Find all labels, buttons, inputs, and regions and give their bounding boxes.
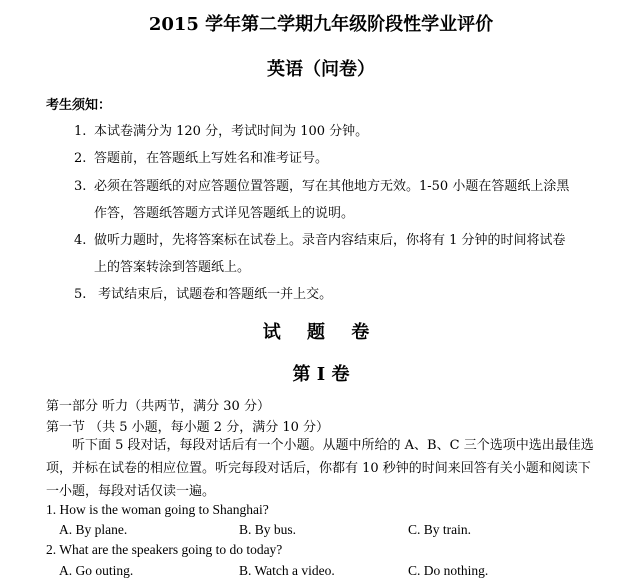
- listening-instructions: 听下面 5 段对话，每段对话后有一个小题。从题中所给的 A、B、C 三个选项中选出最佳选项，并标在试卷的相应位置。听完每段对话后，你都有 10 秒钟的时间来回答有关小题和阅读下一小题，每段对话仅读一遍。: [46, 438, 594, 499]
- question-1-option-b: B. By bus.: [239, 522, 297, 537]
- notice-item-3-continued: 作答，答题纸答题方式详见答题纸上的说明。: [94, 206, 355, 221]
- exam-title: 2015 学年第二学期九年级阶段性学业评价: [148, 14, 494, 35]
- question-1-option-c: C. By train.: [408, 522, 471, 537]
- notice-item-2: [74, 147, 328, 166]
- notice-item-text: 本试卷满分为 120 分，考试时间为 100 分钟。: [94, 124, 369, 139]
- notice-item-number: 1.: [74, 124, 87, 139]
- notice-item-text: 必须在答题纸的对应答题位置答题，写在其他地方无效。1-50 小题在答题纸上涂黑: [94, 179, 570, 194]
- section-title: 试 题 卷: [262, 322, 380, 343]
- question-2-option-c: C. Do nothing.: [408, 563, 489, 578]
- notice-item-number: 5.: [74, 287, 87, 302]
- listening-section-heading: 第一节 （共 5 小题，每小题 2 分，满分 10 分）: [46, 420, 330, 435]
- listening-part-heading: 第一部分 听力（共两节，满分 30 分）: [46, 399, 270, 414]
- notice-item-number: 3.: [74, 179, 87, 194]
- notice-item-5: [74, 283, 332, 302]
- notice-item-number: 2.: [74, 151, 87, 166]
- notice-item-text: 考试结束后，试题卷和答题纸一并上交。: [94, 287, 333, 302]
- notice-item-3: [74, 175, 569, 194]
- question-1-option-a: A. By plane.: [59, 522, 128, 537]
- notice-label: 考生须知：: [46, 98, 112, 113]
- notice-item-text: 答题前，在答题纸上写姓名和准考证号。: [94, 151, 329, 166]
- question-2-option-a: A. Go outing.: [59, 563, 134, 578]
- notice-item-1: [74, 120, 368, 139]
- question-2-option-b: B. Watch a video.: [239, 563, 335, 578]
- notice-item-text: 做听力题时，先将答案标在试卷上。录音内容结束后，你将有 1 分钟的时间将试卷: [94, 233, 566, 248]
- notice-item-4-continued: 上的答案转涂到答题纸上。: [94, 260, 251, 275]
- question-1-stem: 1. How is the woman going to Shanghai?: [46, 502, 269, 517]
- exam-subtitle: 英语（问卷）: [267, 59, 375, 80]
- part-title: 第 I 卷: [292, 364, 350, 385]
- notice-item-4: [74, 229, 566, 248]
- question-2-stem: 2. What are the speakers going to do today?: [46, 542, 283, 557]
- notice-item-number: 4.: [74, 233, 87, 248]
